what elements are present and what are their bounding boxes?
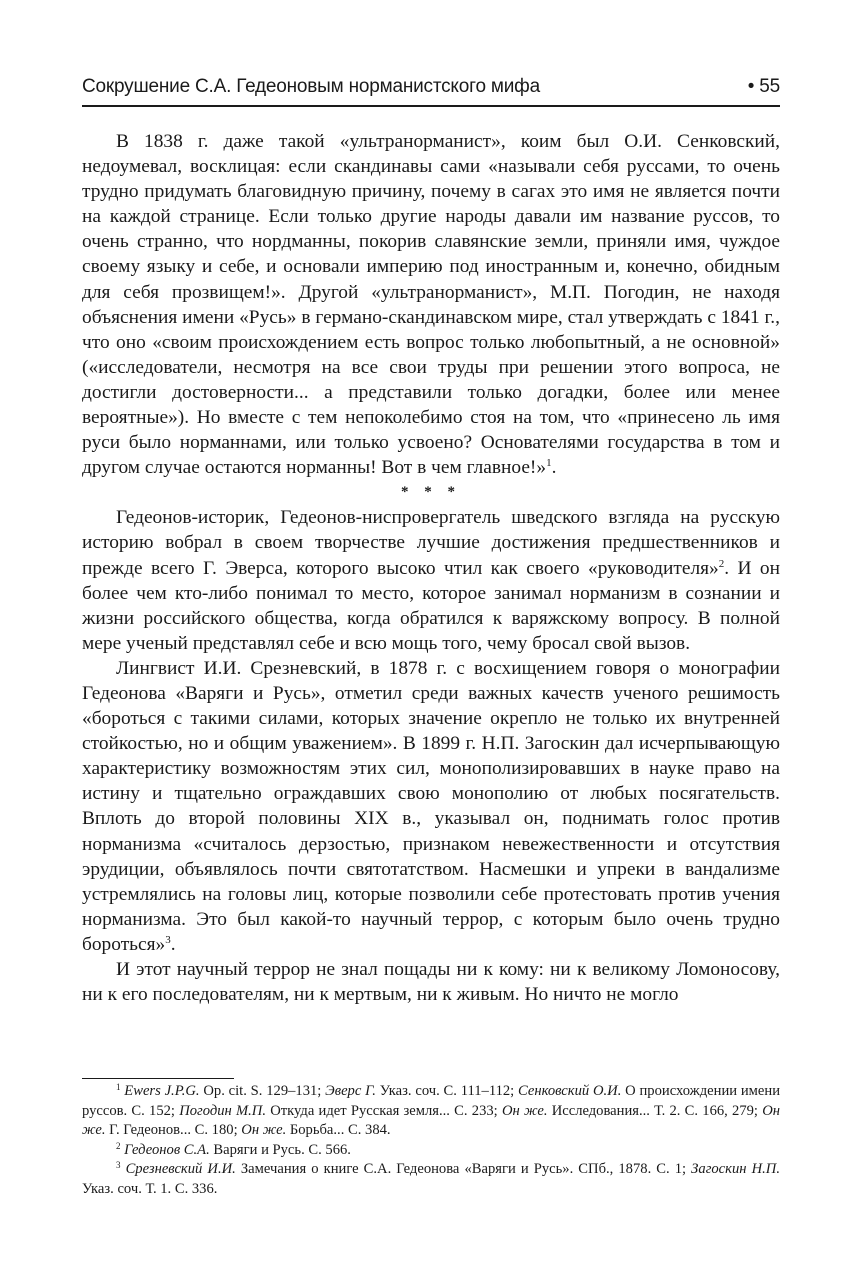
paragraph-text: Гедеонов-историк, Гедеонов-ниспровергатель шведского взгляда на русскую историю вобрал в своем творчестве лучшие достижения предшественников и прежде всего Г. Эверса, которого высоко чтил как своего «руководителя»	[82, 507, 780, 579]
footnote-number: 3	[116, 1160, 121, 1171]
footnote-text: Борьба... С. 384.	[286, 1122, 391, 1139]
running-title: Сокрушение С.А. Гедеоновым норманистского мифа	[82, 76, 540, 97]
footnote-author: Сенковский О.И.	[518, 1083, 622, 1099]
footnote-author: Эверс Г.	[325, 1083, 376, 1099]
footnote-author: Загоскин Н.П.	[691, 1161, 780, 1178]
footnote-3	[82, 1160, 780, 1199]
footnote-text: Г. Гедеонов... С. 180;	[105, 1122, 242, 1139]
paragraph	[82, 957, 780, 1007]
footnote-2	[82, 1141, 780, 1161]
footnote-text: О происхождении имени руссов. С. 152;	[82, 1083, 781, 1119]
footnote-number: 2	[116, 1140, 121, 1151]
footnote-author: Гедеонов С.А.	[124, 1141, 210, 1158]
footnote-text: Op. cit. S. 129–131;	[199, 1083, 326, 1099]
footnote-author: Он же.	[82, 1102, 780, 1139]
footnote-author: Срезневский И.И.	[125, 1161, 236, 1178]
footnote-ref[interactable]: 2	[718, 557, 725, 570]
footnote-author: Он же.	[501, 1102, 548, 1119]
paragraph-end: .	[551, 457, 557, 479]
paragraph	[82, 505, 780, 656]
page-number: • 55	[747, 76, 780, 97]
footnote-author: Ewers J.P.G.	[124, 1083, 200, 1099]
footnote-text: Откуда идет Русская земля... С. 233;	[266, 1102, 502, 1119]
footnote-text: Варяги и Русь. С. 566.	[209, 1141, 351, 1158]
paragraph-end: .	[170, 933, 176, 955]
footnote-text: Замечания о книге С.А. Гедеонова «Варяги и Русь». СПб., 1878. С. 1;	[235, 1161, 692, 1178]
paragraph-text: Лингвист И.И. Срезневский, в 1878 г. с восхищением говоря о монографии Гедеонова «Варяги и Русь», отметил среди важных качеств ученого решимость «бороться с такими силами, которых значение окрепло не только их внутренней стойкостью, но и общим уважением». В 1899 г. Н.П. Загоскин дал исчерпывающую характеристику возможностям этих сил, монополизировавших в науке право на истину и тщательно ограждавших свою монополию от любых посягательств. Вплоть до второй половины XIX в., указывал он, поднимать голос против норманизма «считалось дерзостью, признаком невежественности и отсутствия эрудиции, объявлялось почти святотатством. Насмешки и упреки в вандализме устремлялись на головы лиц, которые позволили себе протестовать против учения норманизма. Это был какой-то научный террор, с которым было очень трудно бороться»	[82, 657, 780, 955]
footnote-1	[82, 1082, 780, 1141]
paragraph	[82, 129, 780, 480]
footnote-ref[interactable]: 1	[546, 457, 552, 470]
paragraph-text: . И он более чем кто-либо понимал то место, которое занимал норманизм в сознании и жизни российского общества, когда обратился к варяжскому вопросу. В полной мере ученый представлял себе и всю мощь того, чему бросал свой вызов.	[82, 557, 781, 654]
footnote-author: Он же.	[241, 1122, 287, 1139]
paragraph-text: В 1838 г. даже такой «ультранорманист», коим был О.И. Сенковский, недоумевал, восклицая: если скандинавы сами «называли себя руссами, то очень трудно придумать благовидную причину, почему в сагах это имя не является почти на каждой странице. Если только другие народы давали им название руссов, то очень странно, что нордманны, покорив славянские земли, приняли имя, чуждое своему языку и себе, и основали империю под иностранным и, конечно, обидным для себя прозвищем!». Другой «ультранорманист», М.П. Погодин, не находя объяснения имени «Русь» в германо-скандинавском мире, стал утверждать с 1841 г., что оно «своим происхождением есть вопрос только любопытный, а не основной» («исследователи, несмотря на все свои труды при решении этого вопроса, не достигли достоверности... а представили только догадки, более или менее вероятные»). Но вместе с тем непоколебимо стоя на том, что «принесено ль имя руси было норманнами, или только усвоено? Основателями государства в том и другом случае остаются норманны! Вот в чем главное!»	[82, 131, 780, 479]
footnote-text: Указ. соч. Т. 1. С. 336.	[82, 1180, 218, 1197]
paragraph	[82, 656, 780, 957]
footnote-number: 1	[116, 1082, 121, 1092]
header-rule	[82, 105, 780, 107]
footnote-text: Исследования... Т. 2. С. 166, 279;	[547, 1102, 763, 1119]
footnote-text: Указ. соч. С. 111–112;	[375, 1083, 519, 1099]
paragraph-text: И этот научный террор не знал пощады ни к кому: ни к великому Ломоносову, ни к его последователям, ни к мертвым, ни к живым. Но ничто не могло	[82, 959, 780, 1006]
footnote-rule	[82, 1078, 234, 1079]
running-head	[82, 76, 780, 100]
footnote-author: Погодин М.П.	[179, 1102, 266, 1119]
footnote-ref[interactable]: 3	[165, 933, 171, 946]
section-separator: * * *	[401, 484, 461, 501]
main-text	[82, 129, 780, 1007]
footnotes	[82, 1082, 780, 1200]
